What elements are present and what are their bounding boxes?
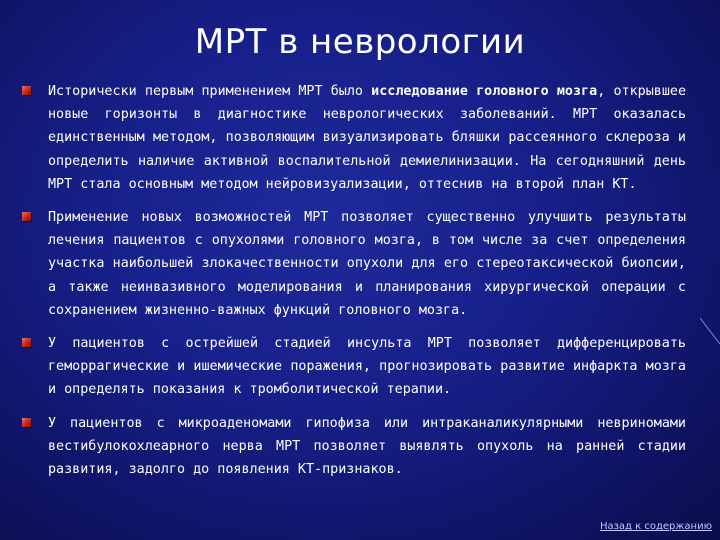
diagonal-line-decoration [700,318,720,348]
square-bullet-icon [22,418,31,427]
square-bullet-icon [22,338,31,347]
bullet-text [48,332,686,402]
bullet-item [22,412,686,482]
back-to-contents-link[interactable]: Назад к содержанию [599,521,712,532]
bullet-text-part: Применение новых возможностей МРТ позволяет существенно улучшить результаты лечения пациентов с опухолями головного мозга, в том числе за счет определения участка наибольшей злокачественности опухоли для его стереотаксической биопсии, а также неинвазивного моделирования и планирования хирургической операции с сохранением жизненно-важных функций головного мозга. [48,210,686,318]
bullet-item [22,206,686,322]
bullet-text-bold: исследование головного мозга [371,84,598,99]
bullet-text-part: Исторически первым применением МРТ было [48,84,372,99]
bullet-item [22,80,686,196]
bullet-item [22,332,686,402]
bullet-text-part: У пациентов с микроаденомами гипофиза или интраканаликулярными невриномами вестибулокохлеарного нерва МРТ позволяет выявлять опухоль на ранней стадии развития, задолго до появления КТ-признаков. [48,415,686,478]
slide-title: МРТ в неврологии [194,22,526,62]
square-bullet-icon [22,86,31,95]
bullet-text [48,206,686,322]
bullet-text [48,412,686,482]
bullet-list [22,80,686,491]
square-bullet-icon [22,212,31,221]
bullet-text-part: У пациентов с острейшей стадией инсульта МРТ позволяет дифференцировать геморрагические и ишемические поражения, прогнозировать развитие инфаркта мозга и определять показания к тромболитической терапии. [48,336,686,398]
bullet-text [48,80,686,196]
bullet-text-part: , открывшее новые горизонты в диагностике неврологических заболеваний. МРТ оказалась единственным методом, позволяющим визуализировать бляшки рассеянного склероза и определить наличие активной воспалительной демиелинизации. На сегодняшний день МРТ стала основным методом нейровизуализации, оттеснив на второй план КТ. [48,84,687,192]
